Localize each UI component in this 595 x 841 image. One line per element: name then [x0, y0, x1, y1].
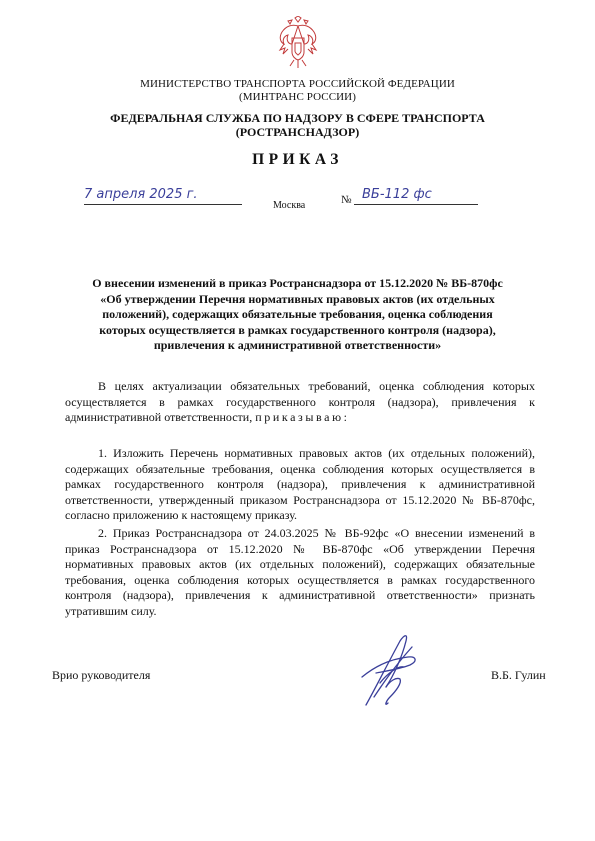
preamble-text: В целях актуализации обязательных требований, оценка соблюдения которых осуществляется в рамках государственного контроля (надзора), привлечения к административной ответственности, [65, 379, 535, 424]
ministry-line-1: МИНИСТЕРСТВО ТРАНСПОРТА РОССИЙСКОЙ ФЕДЕРАЦИИ [140, 78, 455, 90]
heading-line-3: положений), содержащих обязательные требования, оценка соблюдения [102, 307, 493, 321]
order-item-2: 2. Приказ Ространснадзора от 24.03.2025 № ВБ-92фс «О внесении изменений в приказ Ространснадзора от 15.12.2020 № ВБ-870фс «Об утверждении Перечня нормативных правовых актов (их отдельных положений), содержащих обязательные требования, оценка соблюдения которых осуществляется в рамках государственного контроля (надзора), привлечения к административной ответственности» признать утратившим силу. [65, 526, 535, 618]
service-name [0, 111, 595, 139]
date-underline [84, 204, 242, 205]
coat-of-arms-icon [276, 16, 320, 70]
ministry-line-2: (МИНТРАНС РОССИИ) [239, 91, 356, 103]
ministry-name [0, 78, 595, 104]
service-line-2: (РОСТРАНСНАДЗОР) [235, 125, 360, 139]
service-line-1: ФЕДЕРАЛЬНАЯ СЛУЖБА ПО НАДЗОРУ В СФЕРЕ ТРАНСПОРТА [110, 111, 485, 125]
heading-line-4: которых осуществляется в рамках государственного контроля (надзора), [99, 322, 496, 337]
signature-icon [356, 627, 426, 713]
signatory-role: Врио руководителя [52, 668, 151, 682]
order-date: 7 апреля 2025 г. [84, 187, 198, 202]
document-type: ПРИКАЗ [252, 151, 343, 168]
order-item-1: 1. Изложить Перечень нормативных правовых актов (их отдельных положений), содержащих обязательные требования, оценка соблюдения которых осуществляется в рамках государственного контроля (надзора), привлечения к административной ответственности, утвержденный приказом Ространснадзора от 15.12.2020 № ВБ-870фс, согласно приложению к настоящему приказу. [65, 446, 535, 522]
preamble-paragraph [65, 379, 535, 426]
signatory-name: В.Б. Гулин [491, 668, 546, 682]
document-heading [60, 276, 535, 354]
order-number: ВБ-112 фс [362, 187, 432, 202]
order-word: приказываю: [255, 410, 350, 424]
heading-line-2: «Об утверждении Перечня нормативных правовых актов (их отдельных [100, 291, 495, 306]
number-underline [354, 204, 478, 205]
number-sign: № [341, 194, 352, 206]
heading-line-5: привлечения к административной ответственности» [153, 338, 442, 352]
heading-line-1: О внесении изменений в приказ Ространснадзора от 15.12.2020 № ВБ-870фс [92, 276, 503, 290]
city: Москва [273, 200, 306, 211]
